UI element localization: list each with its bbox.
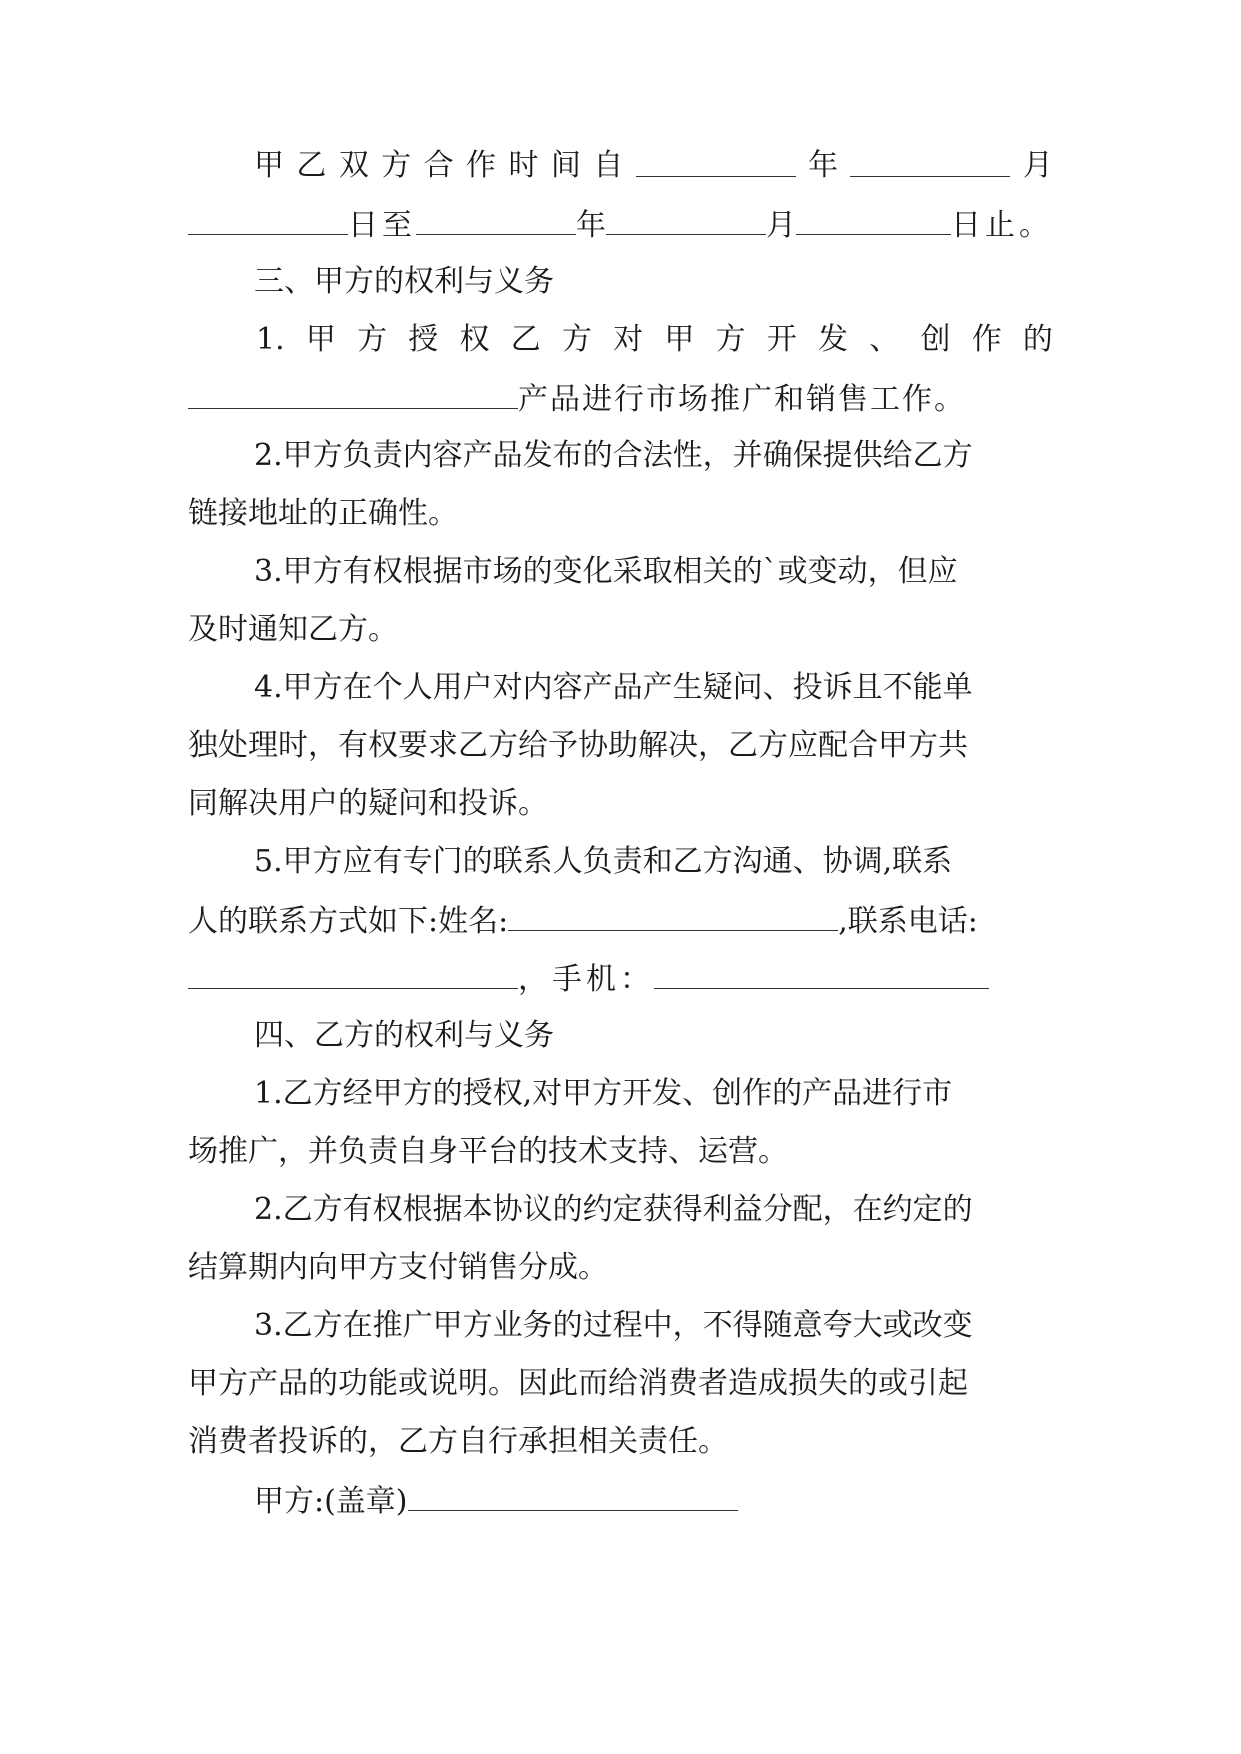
party-a-seal-blank[interactable] [408,1480,738,1511]
char: 间 [550,148,581,183]
char: 方 [561,322,592,357]
mobile-blank[interactable] [654,958,989,989]
party-a-signature-line [254,1480,1053,1520]
section-3-item-5-line-2 [188,900,1053,940]
char: 创 [920,322,951,357]
char: 作 [971,322,1002,357]
start-year-blank[interactable] [636,146,796,177]
end-day-blank[interactable] [796,204,951,235]
char: 授 [408,322,439,357]
item-text: 产品进行市场推广和销售工作。 [518,382,966,417]
section-4-item-3-line-1: 3.乙方在推广甲方业务的过程中，不得随意夸大或改变 [254,1308,973,1343]
contact-name-label: 人的联系方式如下:姓名: [188,904,509,939]
section-4-item-2-line-2: 结算期内向甲方支付销售分成。 [188,1250,608,1285]
section-4-item-1-line-1: 1.乙方经甲方的授权,对甲方开发、创作的产品进行市 [254,1076,953,1111]
section-3-heading: 三、甲方的权利与义务 [254,264,554,299]
char: 时 [508,148,539,183]
char: 开 [766,322,797,357]
char: 自 [593,148,624,183]
end-year-blank[interactable] [416,204,576,235]
contact-phone-label: ,联系电话: [838,904,978,939]
char: 权 [459,322,490,357]
section-3-item-5-line-3 [188,958,1053,998]
section-4-heading: 四、乙方的权利与义务 [254,1018,554,1053]
section-3-item-4-line-2: 独处理时，有权要求乙方给予协助解决，乙方应配合甲方共 [188,728,968,763]
end-month-label: 月 [766,208,796,243]
month-label: 月 [1022,148,1053,183]
section-3-item-3-line-2: 及时通知乙方。 [188,612,398,647]
char: 甲 [305,322,336,357]
start-day-blank[interactable] [188,204,348,235]
day-end-label: 日止。 [951,208,1053,243]
contact-phone-blank[interactable] [188,958,518,989]
start-month-blank[interactable] [850,146,1010,177]
section-4-item-3-line-3: 消费者投诉的，乙方自行承担相关责任。 [188,1424,728,1459]
section-4-item-3-line-2: 甲方产品的功能或说明。因此而给消费者造成损失的或引起 [188,1366,968,1401]
section-3-item-1-line-2 [188,378,1053,418]
section-4-item-1-line-2: 场推广，并负责自身平台的技术支持、运营。 [188,1134,788,1169]
char: 方 [715,322,746,357]
section-3-item-1-line-1 [256,320,1053,360]
char: 对 [613,322,644,357]
char: 1. [256,322,285,357]
char: 甲 [664,322,695,357]
char: 方 [381,148,412,183]
section-3-item-4-line-3: 同解决用户的疑问和投诉。 [188,786,548,821]
char: 双 [338,148,369,183]
char: 乙 [296,148,327,183]
section-3-item-2-line-1: 2.甲方负责内容产品发布的合法性，并确保提供给乙方 [254,438,973,473]
section-3-item-4-line-1: 4.甲方在个人用户对内容产品产生疑问、投诉且不能单 [254,670,973,705]
day-to-label: 日至 [348,208,416,243]
section-3-item-2-line-2: 链接地址的正确性。 [188,496,458,531]
product-name-blank[interactable] [188,378,518,409]
char: 方 [357,322,388,357]
char: 发 [818,322,849,357]
char: 乙 [510,322,541,357]
section-3-item-3-line-1: 3.甲方有权根据市场的变化采取相关的`或变动，但应 [254,554,958,589]
char: 的 [1022,322,1053,357]
contact-name-blank[interactable] [508,900,838,931]
mobile-label: ，手机： [518,962,654,997]
section-4-item-2-line-1: 2.乙方有权根据本协议的约定获得利益分配，在约定的 [254,1192,973,1227]
end-month-blank[interactable] [606,204,766,235]
char: 甲 [254,148,284,183]
char: 合 [423,148,454,183]
char: 作 [466,148,497,183]
cooperation-period-line-2 [188,204,1053,244]
year-label: 年 [808,148,839,183]
section-3-item-5-line-1: 5.甲方应有专门的联系人负责和乙方沟通、协调,联系 [254,844,953,879]
cooperation-period-line-1 [254,146,1053,186]
end-year-label: 年 [576,208,606,243]
party-a-seal-label: 甲方:(盖章) [254,1484,408,1519]
char: 、 [869,322,900,357]
